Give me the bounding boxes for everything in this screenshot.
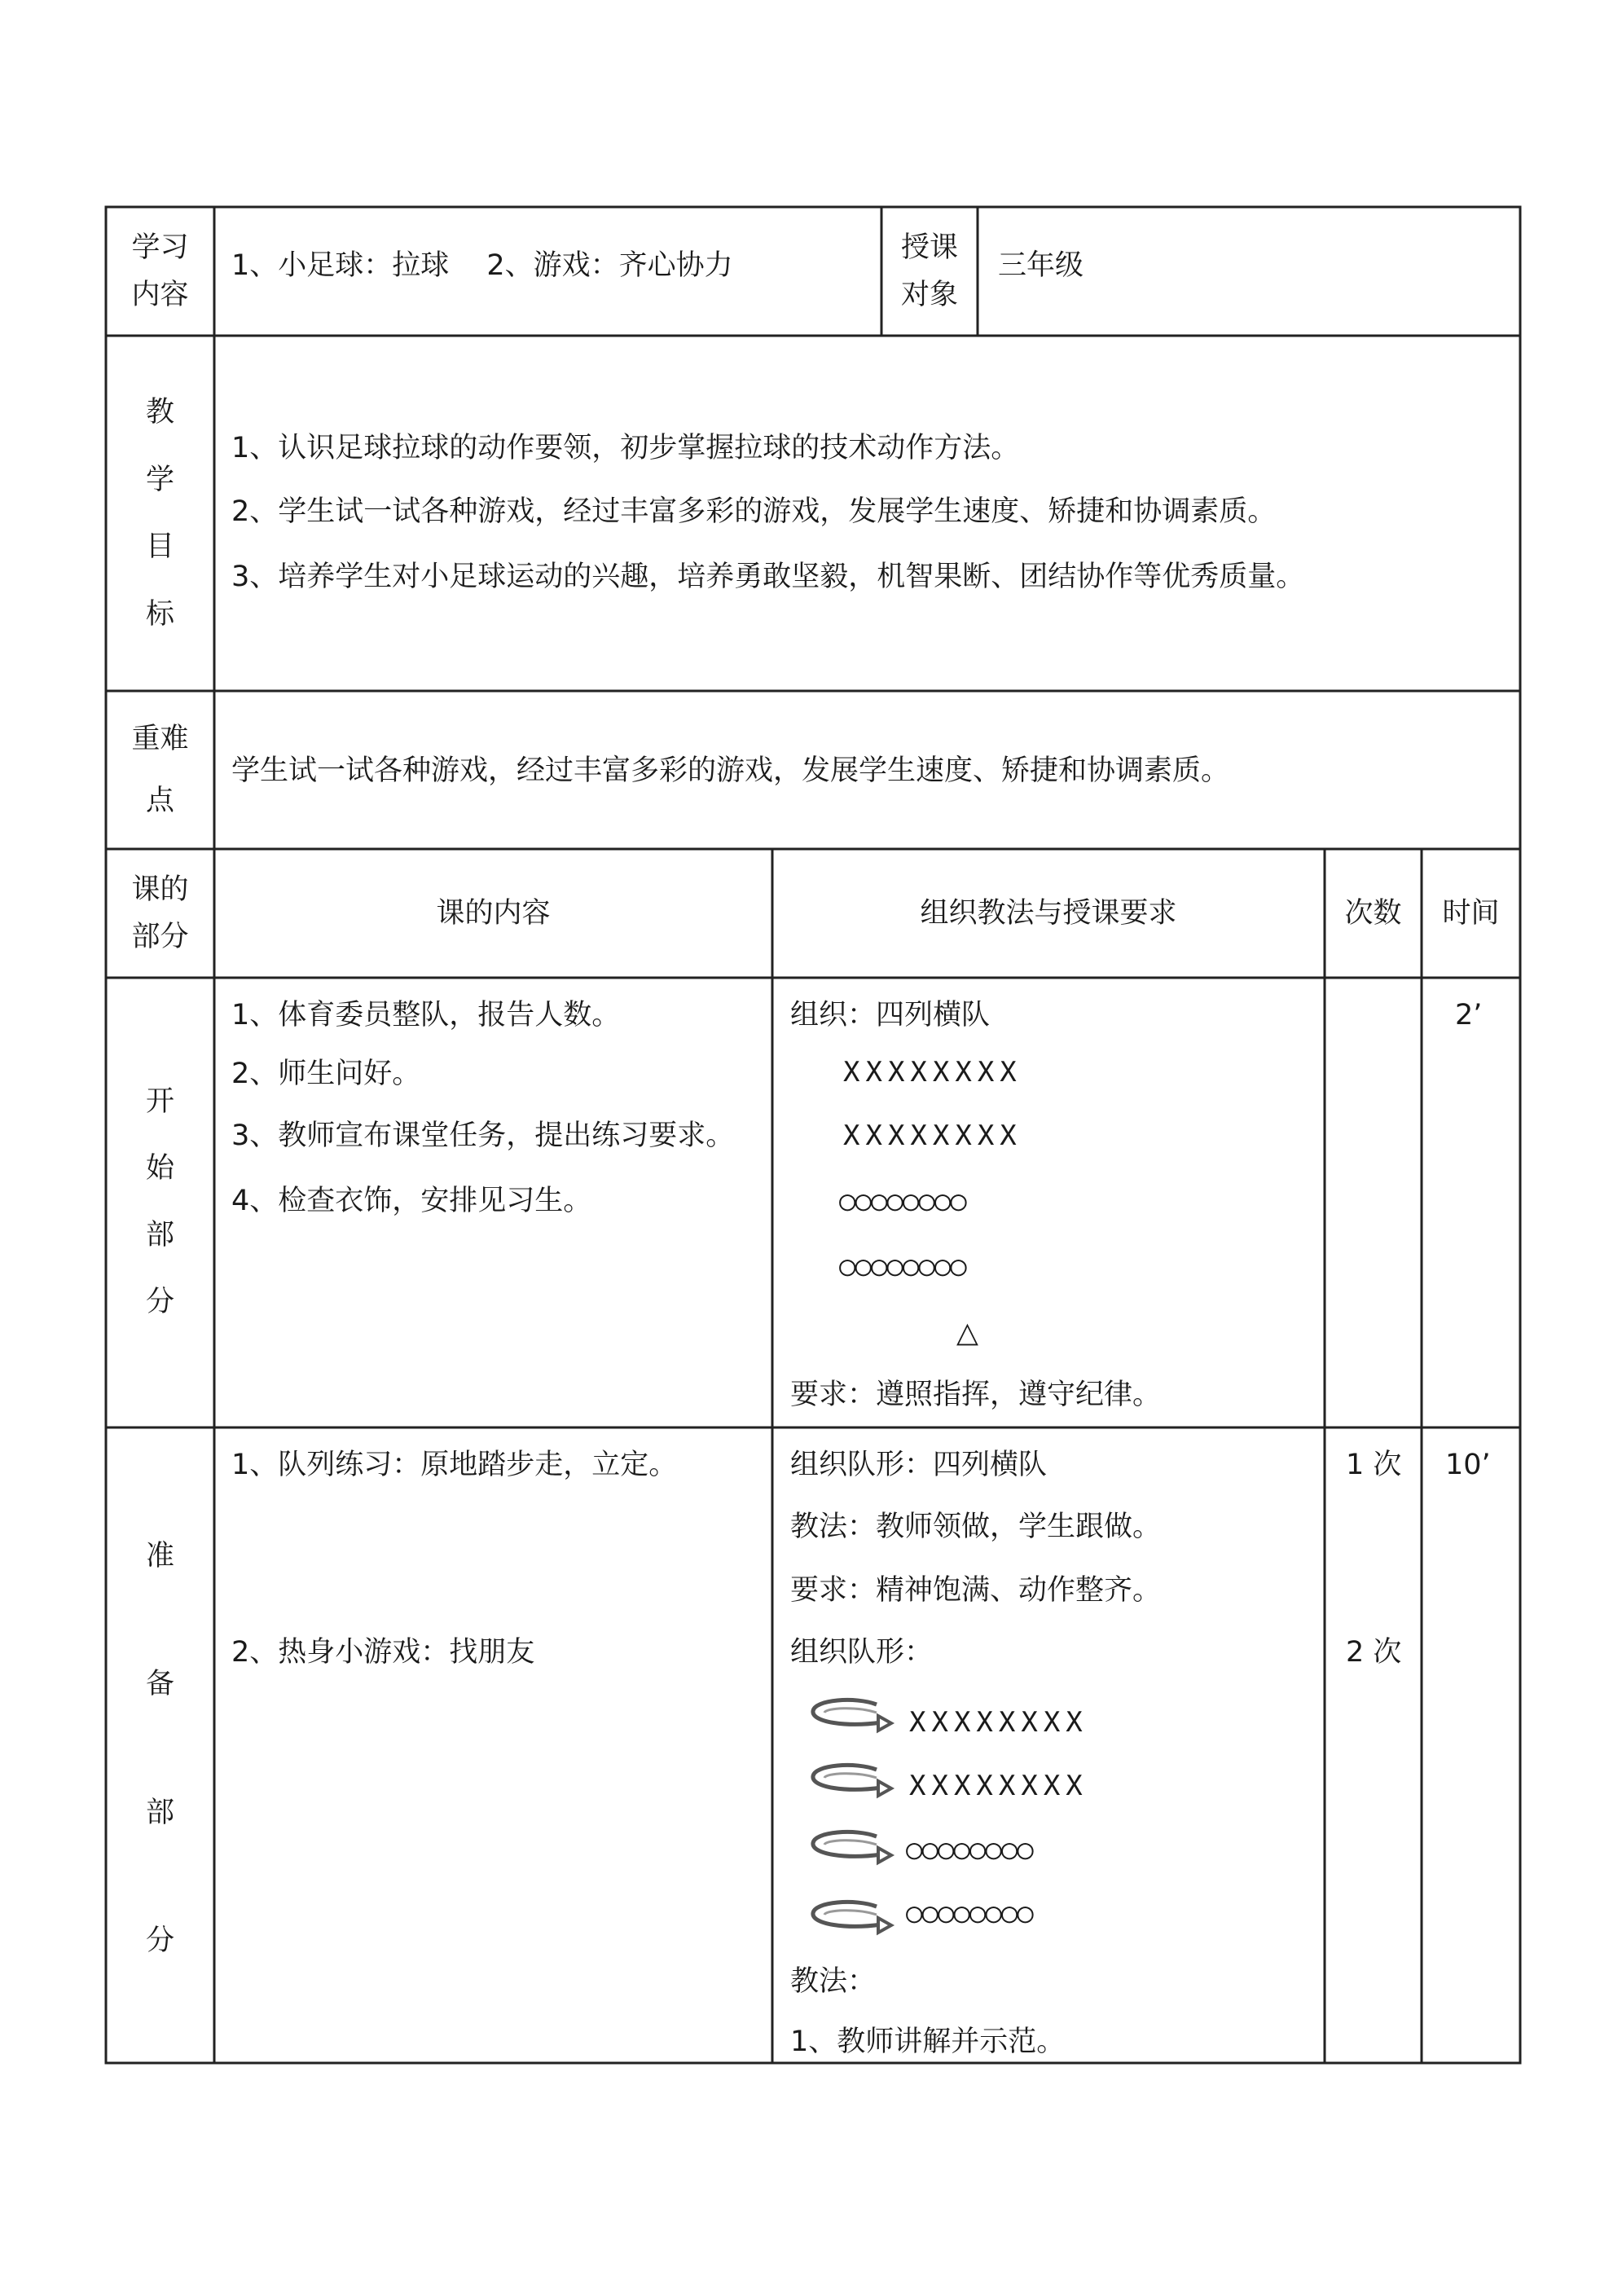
start-row-4: ○○○○○○○○	[839, 1250, 966, 1282]
prep-time: 10’	[1445, 1449, 1491, 1481]
prep-label-char-2: 备	[145, 1668, 174, 1701]
start-org: 组织：四列横队	[790, 999, 991, 1031]
start-row-3: ○○○○○○○○	[839, 1185, 966, 1217]
start-item-2: 2、师生问好。	[231, 1058, 421, 1090]
content-label-line-1: 学习	[131, 231, 189, 264]
objectives-label-char-2: 学	[145, 463, 174, 496]
target-value: 三年级	[998, 249, 1084, 282]
start-row-2: XXXXXXXX	[843, 1119, 1022, 1152]
prep-row-1: XXXXXXXX	[909, 1706, 1088, 1739]
prep-label-char-1: 准	[145, 1540, 174, 1572]
start-item-3: 3、教师宣布课堂任务，提出练习要求。	[231, 1119, 735, 1152]
objective-item-3: 3、培养学生对小足球运动的兴趣，培养勇敢坚毅，机智果断、团结协作等优秀质量。	[231, 561, 1305, 593]
rotate-arrow-icon	[807, 1760, 896, 1812]
start-label-char-4: 分	[145, 1286, 174, 1318]
start-label-char-3: 部	[145, 1219, 174, 1251]
prep-label-char-3: 部	[145, 1796, 174, 1829]
prep-requirement-1: 要求：精神饱满、动作整齐。	[790, 1574, 1162, 1607]
difficulty-text: 学生试一试各种游戏，经过丰富多彩的游戏，发展学生速度、矫捷和协调素质。	[231, 754, 1230, 787]
prep-step-1: 1、教师讲解并示范。	[790, 2025, 1066, 2058]
start-item-4: 4、检查衣饰，安排见习生。	[231, 1185, 592, 1217]
start-label-char-2: 始	[145, 1152, 174, 1185]
rotate-arrow-icon	[807, 1827, 896, 1879]
col-method-header: 组织教法与授课要求	[920, 897, 1177, 930]
prep-item-1: 1、队列练习：原地踏步走，立定。	[231, 1449, 678, 1481]
start-label-char-1: 开	[145, 1085, 174, 1118]
prep-label-char-4: 分	[145, 1924, 174, 1957]
prep-row-3: ○○○○○○○○	[906, 1833, 1033, 1866]
content-label-line-2: 内容	[131, 279, 189, 311]
col-part-line-1: 课的	[131, 873, 189, 906]
prep-count-1: 1 次	[1346, 1449, 1402, 1481]
target-label-line-1: 授课	[900, 231, 958, 264]
start-row-1: XXXXXXXX	[843, 1056, 1022, 1089]
target-label	[881, 207, 978, 336]
start-part-label	[106, 1084, 214, 1320]
objectives-label-char-4: 标	[145, 597, 174, 631]
col-count-header: 次数	[1344, 897, 1402, 930]
content-label	[106, 207, 214, 336]
teacher-marker: △	[956, 1317, 978, 1349]
prep-count-2: 2 次	[1346, 1636, 1402, 1669]
difficulty-label-line-1: 重难	[131, 723, 189, 755]
col-content-header: 课的内容	[436, 897, 551, 930]
start-item-1: 1、体育委员整队，报告人数。	[231, 999, 621, 1031]
difficulty-label	[106, 691, 214, 849]
objectives-label-char-1: 教	[145, 396, 174, 429]
objectives-label-char-3: 目	[145, 530, 174, 564]
rotate-arrow-icon	[807, 1695, 896, 1747]
prep-method-1: 教法：教师领做，学生跟做。	[790, 1511, 1162, 1543]
content-value: 1、小足球：拉球 2、游戏：齐心协力	[231, 249, 733, 282]
target-label-line-2: 对象	[900, 279, 958, 311]
prep-method-2: 教法：	[790, 1965, 877, 1998]
objectives-label	[106, 394, 214, 632]
difficulty-label-line-2: 点	[145, 785, 174, 817]
prep-row-2: XXXXXXXX	[909, 1770, 1088, 1802]
prep-org-2: 组织队形：	[790, 1636, 934, 1669]
rotate-arrow-icon	[807, 1897, 896, 1949]
prep-org-1: 组织队形：四列横队	[790, 1449, 1048, 1481]
start-time: 2’	[1455, 999, 1483, 1031]
objective-item-2: 2、学生试一试各种游戏，经过丰富多彩的游戏，发展学生速度、矫捷和协调素质。	[231, 495, 1277, 528]
start-requirement: 要求：遵照指挥，遵守纪律。	[790, 1379, 1162, 1411]
prep-row-4: ○○○○○○○○	[906, 1897, 1033, 1929]
col-part-line-2: 部分	[131, 921, 189, 953]
col-time-header: 时间	[1442, 897, 1500, 930]
col-part-header	[106, 849, 214, 978]
prep-part-label	[106, 1538, 214, 1959]
prep-item-2: 2、热身小游戏：找朋友	[231, 1636, 535, 1669]
objective-item-1: 1、认识足球拉球的动作要领，初步掌握拉球的技术动作方法。	[231, 432, 1020, 464]
